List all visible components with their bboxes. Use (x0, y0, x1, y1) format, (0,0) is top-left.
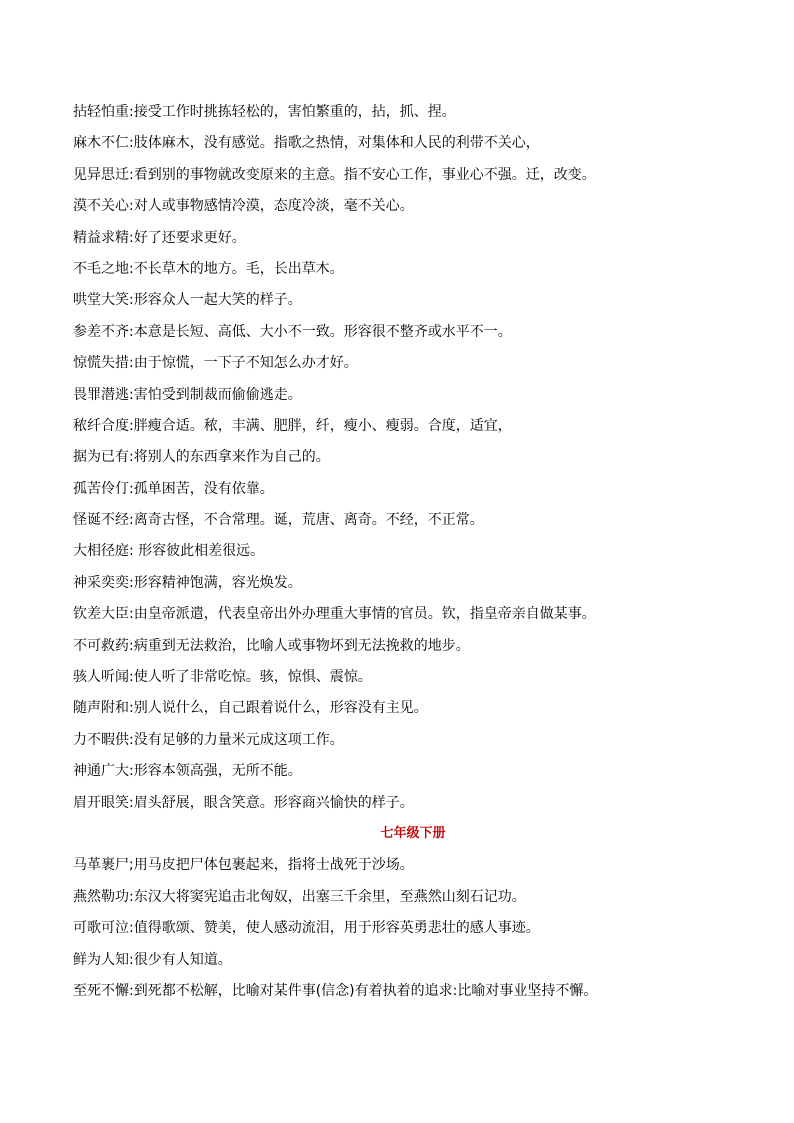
section-heading: 七年级下册 (380, 825, 446, 841)
idiom-entry: 怪诞不经:离奇古怪，不合常理。诞，荒唐、离奇。不经，不正常。 (73, 512, 484, 529)
idiom-entry: 随声附和:别人说什么，自己跟着说什么，形容没有主见。 (73, 700, 428, 717)
idiom-entry: 哄堂大笑:形容众人一起大笑的样子。 (73, 292, 302, 309)
idiom-entry: 神通广大:形容本领高强，无所不能。 (73, 763, 302, 780)
idiom-entry: 据为已有:将别人的东西拿来作为自己的。 (73, 449, 330, 466)
idiom-entry: 参差不齐:本意是长短、高低、大小不一致。形容很不整齐或水平不一。 (73, 323, 512, 340)
idiom-entry: 精益求精:好了还要求更好。 (73, 229, 246, 246)
idiom-entry: 眉开眼笑:眉头舒展，眼含笑意。形容商兴愉快的样子。 (73, 794, 414, 811)
idiom-entry: 骇人听闻:使人听了非常吃惊。骇，惊惧、震惊。 (73, 669, 372, 686)
idiom-entry: 秾纤合度:胖瘦合适。秾，丰满、肥胖，纤，瘦小、瘦弱。合度，适宜， (73, 417, 512, 434)
idiom-entry: 马革裹尸;用马皮把尸体包裹起来，指将士战死于沙场。 (73, 857, 414, 874)
idiom-entry: 惊慌失措:由于惊慌，一下子不知怎么办才好。 (73, 355, 358, 372)
idiom-entry: 孤苦伶仃:孤单困苦，没有依靠。 (73, 480, 274, 497)
idiom-entry: 钦差大臣:由皇帝派遣，代表皇帝出外办理重大事情的官员。钦，指皇帝亲自做某事。 (73, 606, 596, 623)
idiom-entry: 见异思迁:看到别的事物就改变原来的主意。指不安心工作，事业心不强。迁，改变。 (73, 166, 596, 183)
idiom-entry: 漠不关心:对人或事物感情冷漠，态度冷淡，毫不关心。 (73, 198, 414, 215)
idiom-entry: 畏罪潜逃:害怕受到制裁而偷偷逃走。 (73, 386, 302, 403)
idiom-entry: 可歌可泣:值得歌颂、赞美，使人感动流泪，用于形容英勇悲壮的感人事迹。 (73, 920, 540, 937)
idiom-entry: 力不暇供:没有足够的力量米元成这项工作。 (73, 731, 344, 748)
idiom-list (73, 101, 753, 1011)
idiom-entry: 麻木不仁:肢体麻木，没有感觉。指歌之热情，对集体和人民的利带不关心， (73, 135, 540, 152)
idiom-entry: 至死不懈:到死都不松解，比喻对某件事(信念)有着执着的追求:比喻对事业坚持不懈。 (73, 982, 598, 999)
idiom-entry: 不毛之地:不长草木的地方。毛，长出草木。 (73, 260, 344, 277)
idiom-entry: 大相径庭: 形容彼此相差很远。 (73, 543, 265, 560)
idiom-entry: 拈轻怕重:接受工作时挑拣轻松的，害怕繁重的，拈，抓、捏。 (73, 104, 456, 120)
idiom-entry: 燕然勒功:东汉大将窦宪追击北匈奴，出塞三千余里，至燕然山刻石记功。 (73, 888, 526, 905)
idiom-entry: 鲜为人知:很少有人知道。 (73, 951, 232, 968)
idiom-entry: 不可救药:病重到无法救治，比喻人或事物坏到无法挽救的地步。 (73, 637, 470, 654)
idiom-entry: 神采奕奕:形容精神饱满，容光焕发。 (73, 574, 302, 591)
